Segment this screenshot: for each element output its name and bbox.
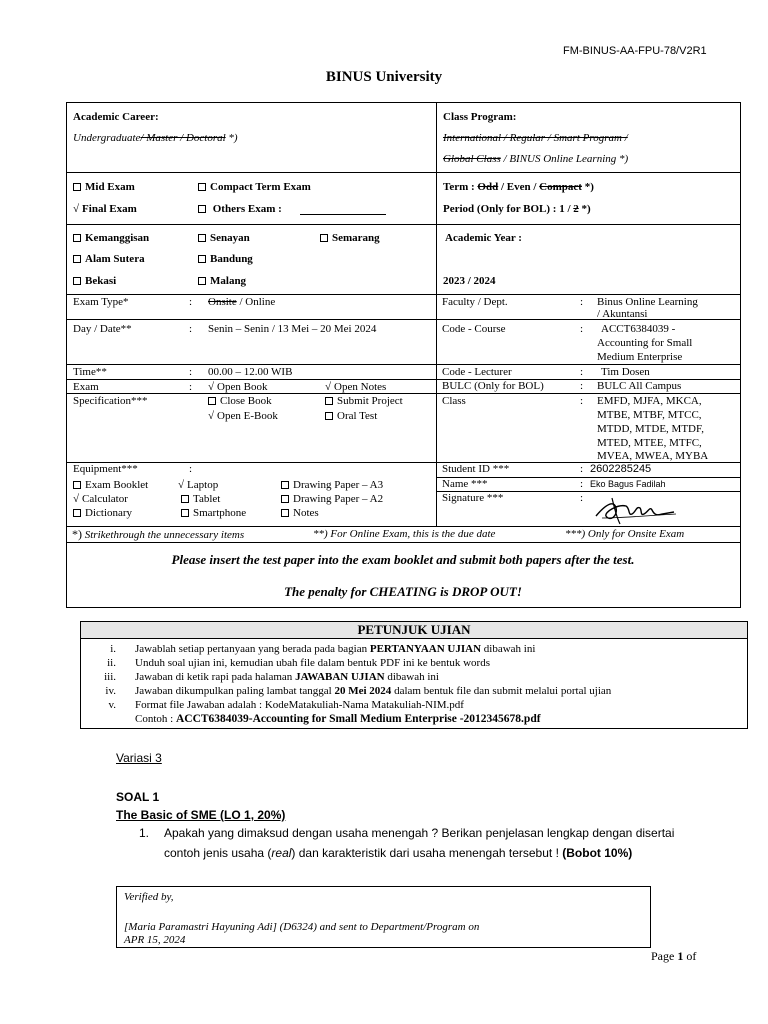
checkbox-icon [281,481,289,489]
exam-spec-label: Exam [73,381,99,393]
variant-label: Variasi 3 [116,751,162,765]
equip-tablet[interactable]: Tablet [181,493,220,506]
others-exam-option[interactable]: Others Exam : [198,203,282,216]
faculty-value: Binus Online Learning [597,296,698,308]
checkbox-icon [281,495,289,503]
list-number: v. [108,699,116,711]
petunjuk-title: PETUNJUK UJIAN [357,622,471,637]
question-subtitle: The Basic of SME (LO 1, 20%) [116,808,286,822]
class-label: Class [442,395,466,407]
class-program-struck-line: International / Regular / Smart Program / [443,132,628,144]
bulc-label: BULC (Only for BOL) [442,380,544,392]
colon: : [189,323,193,335]
spec-submit-project[interactable]: Submit Project [325,395,403,408]
student-id-value: 2602285245 [590,463,652,475]
class-value-5: MVEA, MWEA, MYBA [597,450,709,462]
spec-close-book[interactable]: Close Book [208,395,272,408]
campus-alam-sutera[interactable]: Alam Sutera [73,253,145,266]
equip-calculator[interactable]: √ Calculator [73,493,128,506]
footnote-strikethrough: *) Strikethrough the unnecessary items [72,527,245,541]
verified-label: Verified by, [124,891,174,903]
checkbox-icon [198,234,206,242]
colon: : [580,478,584,490]
name-label: Name *** [442,478,488,490]
checkbox-icon [208,397,216,405]
list-item: Format file Jawaban adalah : KodeMatakuliah-Nama Matakuliah-NIM.pdf [135,699,464,711]
verified-line-2: APR 15, 2024 [124,934,186,946]
colon: : [580,395,584,407]
academic-year-value: 2023 / 2024 [443,275,496,287]
compact-term-exam-option[interactable]: Compact Term Exam [198,181,311,194]
equip-notes[interactable]: Notes [281,507,319,520]
colon: : [189,296,193,308]
list-number: ii. [107,657,116,669]
bulc-value: BULC All Campus [597,380,682,392]
page-number: Page 1 of [651,949,697,963]
checkbox-icon [325,397,333,405]
mid-exam-option[interactable]: Mid Exam [73,181,135,194]
equip-drawing-a3[interactable]: Drawing Paper – A3 [281,479,383,492]
campus-bekasi[interactable]: Bekasi [73,275,116,288]
example-filename: Contoh : ACCT6384039-Accounting for Small Medium Enterprise -2012345678.pdf [135,713,541,725]
colon: : [580,323,584,335]
colon: : [580,296,584,308]
name-value: Eko Bagus Fadilah [590,479,666,489]
signature-image [592,494,678,526]
list-item: Jawaban dikumpulkan paling lambat tanggal 20 Mei 2024 dalam bentuk file dan submit melalui portal ujian [135,685,612,697]
equip-smartphone[interactable]: Smartphone [181,507,246,520]
document-code: FM-BINUS-AA-FPU-78/V2R1 [563,45,707,57]
class-program-label: Class Program: [443,111,517,123]
question-text-2: contoh jenis usaha (real) dan karakteristik dari usaha menengah tersebut ! (Bobot 10%) [164,846,633,860]
footnote-online: **) For Online Exam, this is the due date [313,528,496,540]
student-id-label: Student ID *** [442,463,510,475]
exam-type-value: Onsite / Online [208,296,276,308]
checkbox-icon [181,509,189,517]
checkbox-icon [73,183,81,191]
class-value-4: MTED, MTEE, MTFC, [597,437,702,449]
campus-kemanggisan[interactable]: Kemanggisan [73,232,149,245]
checkbox-icon [73,509,81,517]
list-number: iii. [104,671,116,683]
equip-laptop[interactable]: √ Laptop [178,479,218,492]
faculty-label: Faculty / Dept. [442,296,508,308]
checkbox-icon [73,277,81,285]
checkbox-icon [320,234,328,242]
campus-bandung[interactable]: Bandung [198,253,253,266]
colon: : [580,463,584,475]
class-value-3: MTDD, MTDE, MTDF, [597,423,704,435]
equip-dictionary[interactable]: Dictionary [73,507,132,520]
question-number: 1. [139,826,150,840]
class-program-value: Global Class / BINUS Online Learning *) [443,153,629,165]
checkbox-icon [198,183,206,191]
spec-open-book[interactable]: √ Open Book [208,381,267,394]
class-value-1: EMFD, MJFA, MKCA, [597,395,702,407]
exam-type-label: Exam Type* [73,296,129,308]
question-title: SOAL 1 [116,790,160,804]
checkbox-icon [198,255,206,263]
notice-line-1: Please insert the test paper into the exam booklet and submit both papers after the test. [171,552,635,567]
colon: : [189,381,193,393]
checkbox-icon [73,481,81,489]
checkbox-icon [73,255,81,263]
colon: : [580,380,584,392]
academic-career-label: Academic Career: [73,111,159,123]
page-title: BINUS University [325,69,443,85]
notice-line-2: The penalty for CHEATING is DROP OUT! [284,584,522,599]
equip-drawing-a2[interactable]: Drawing Paper – A2 [281,493,383,506]
faculty-value-2: / Akuntansi [597,308,648,320]
day-date-value: Senin – Senin / 13 Mei – 20 Mei 2024 [208,323,377,335]
period: Period (Only for BOL) : 1 / 2 *) [443,203,591,215]
code-lecturer-value: Tim Dosen [601,366,650,378]
verified-line-1: [Maria Paramastri Hayuning Adi] (D6324) and sent to Department/Program on [124,921,480,933]
colon: : [580,492,584,504]
code-course-value-3: Medium Enterprise [597,351,683,363]
checkbox-icon [73,234,81,242]
signature-label: Signature *** [442,492,504,504]
exam-spec-label-2: Specification*** [73,395,148,407]
colon: : [580,366,584,378]
checkbox-icon [181,495,189,503]
list-item: Jawablah setiap pertanyaan yang berada pada bagian PERTANYAAN UJIAN dibawah ini [135,643,536,655]
checkbox-icon [198,277,206,285]
colon: : [189,463,193,475]
question-text-1: Apakah yang dimaksud dengan usaha menengah ? Berikan penjelasan lengkap dengan disertai [164,826,675,840]
checkbox-icon [198,205,206,213]
academic-year-label: Academic Year : [445,232,522,244]
term: Term : Odd / Even / Compact *) [443,181,594,193]
list-number: iv. [105,685,116,697]
campus-malang[interactable]: Malang [198,275,246,288]
checkbox-icon [281,509,289,517]
campus-semarang[interactable]: Semarang [320,232,380,245]
spec-oral-test[interactable]: Oral Test [325,410,377,423]
time-label: Time** [73,366,107,378]
checkbox-icon [325,412,333,420]
others-exam-blank [300,214,386,215]
code-course-value: ACCT6384039 - [601,323,676,335]
colon: : [189,366,193,378]
day-date-label: Day / Date** [73,323,132,335]
list-item: Jawaban di ketik rapi pada halaman JAWABAN UJIAN dibawah ini [135,671,439,683]
time-value: 00.00 – 12.00 WIB [208,366,293,378]
list-number: i. [110,643,116,655]
code-lecturer-label: Code - Lecturer [442,366,512,378]
code-course-label: Code - Course [442,323,506,335]
academic-career-value: Undergraduate/ Master / Doctoral *) [73,132,238,144]
code-course-value-2: Accounting for Small [597,337,693,349]
list-item: Unduh soal ujian ini, kemudian ubah file dalam bentuk PDF ini ke bentuk words [135,657,491,669]
final-exam-option[interactable]: √ Final Exam [73,203,137,216]
equip-exam-booklet[interactable]: Exam Booklet [73,479,148,492]
class-value-2: MTBE, MTBF, MTCC, [597,409,702,421]
campus-senayan[interactable]: Senayan [198,232,250,245]
spec-open-ebook[interactable]: √ Open E-Book [208,410,278,423]
spec-open-notes[interactable]: √ Open Notes [325,381,386,394]
footnote-onsite: ***) Only for Onsite Exam [565,528,685,540]
verified-box [116,886,651,948]
equipment-label: Equipment*** [73,463,138,475]
